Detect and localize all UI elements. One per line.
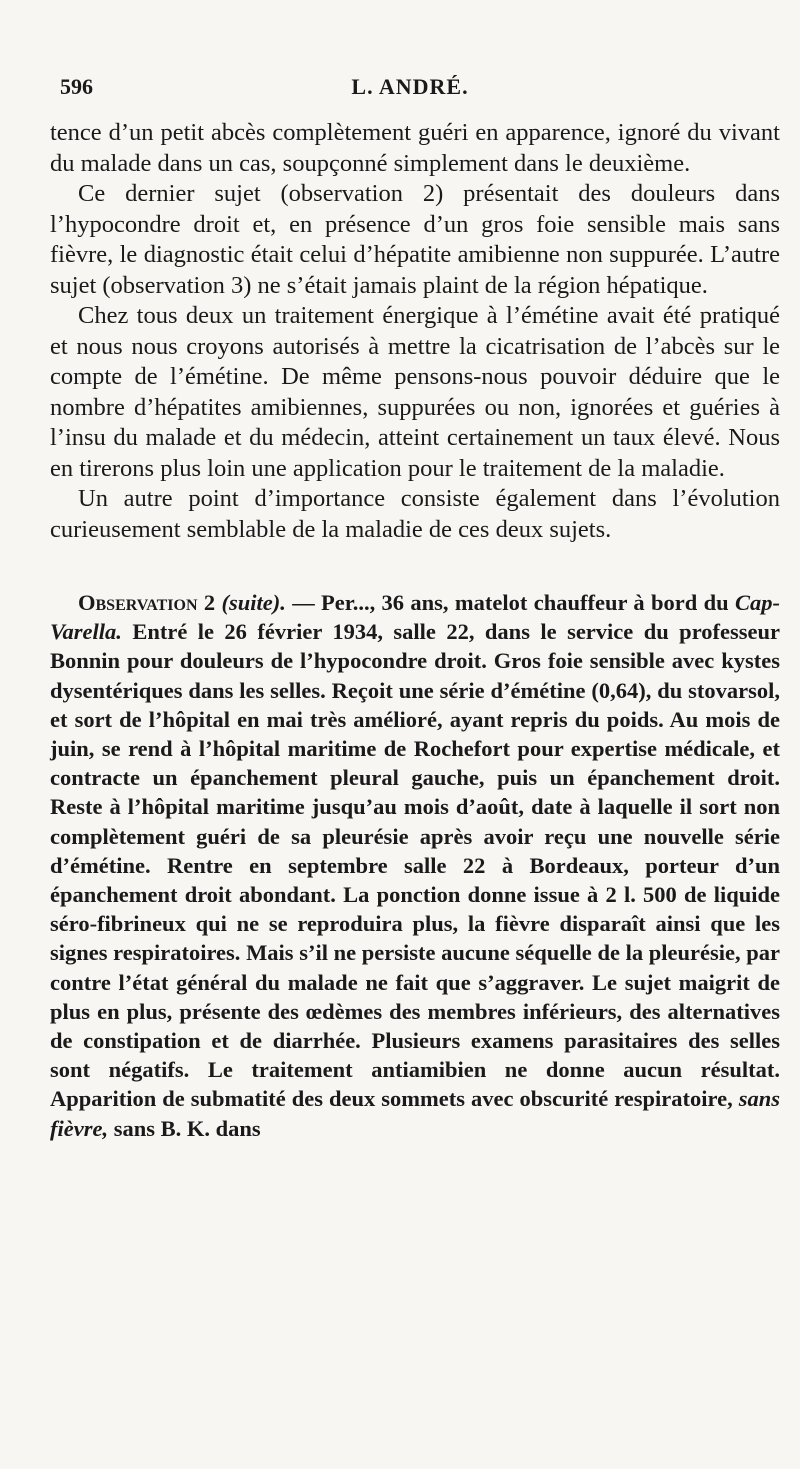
running-head bbox=[60, 74, 760, 104]
paragraph-2: Ce dernier sujet (observation 2) présentait des douleurs dans l’hypocondre droit et, en présence d’un gros foie sensible mais sans fièvre, le diagnostic était celui d’hépatite amibienne non suppurée. L’autre sujet (observation 3) ne s’était jamais plaint de la région hépatique. bbox=[50, 180, 780, 299]
observation-emphasis: sans fièvre, bbox=[50, 1086, 780, 1141]
observation-text-a: Entré le 26 février 1934, salle 22, dans le service du professeur Bonnin pour douleurs de l’hypocondre droit. Gros foie sensible avec kystes dysentériques dans les selles. Reçoit une série d’émétine (0,64), du stovarsol, et sort de l’hôpital en mai très amélioré, ayant repris du poids. Au mois de juin, se rend à l’hôpital maritime de Rochefort pour expertise médicale, et contracte un épanchement pleural gauche, puis un épanchement droit. Reste à l’hôpital maritime jusqu’au mois d’août, date à laquelle il sort non complètement guéri de sa pleurésie après avoir reçu une nouvelle série d’émétine. Rentre en septembre salle 22 à Bordeaux, porteur d’un épanchement droit abondant. La ponction donne issue à 2 l. 500 de liquide séro-fibrineux qui ne se reproduira plus, la fièvre disparaît ainsi que les signes respiratoires. Mais s’il ne persiste aucune séquelle de la pleurésie, par contre l’état général du malade ne fait que s’aggraver. Le sujet maigrit de plus en plus, présente des œdèmes des membres inférieurs, des alternatives de constipation et de diarrhée. Plusieurs examens parasitaires des selles sont négatifs. Le traitement antiamibien ne donne aucun résultat. Apparition de submatité des deux sommets avec obscurité respiratoire, bbox=[50, 619, 780, 1112]
observation-text-b: sans B. K. dans bbox=[108, 1115, 261, 1141]
paragraph-1: tence d’un petit abcès complètement guéri en apparence, ignoré du vivant du malade dans un cas, soupçonné simplement dans le deuxième. bbox=[50, 119, 780, 177]
observation-block bbox=[50, 588, 780, 1143]
observation-suite: (suite). bbox=[221, 590, 286, 615]
observation-number: 2 bbox=[203, 590, 216, 615]
body-text bbox=[50, 118, 780, 1165]
observation-intro: — Per..., 36 ans, matelot chauffeur à bord du bbox=[285, 590, 736, 615]
paragraph-3: Chez tous deux un traitement énergique à l’émétine avait été pratiqué et nous nous croyons autorisés à mettre la cicatrisation de l’abcès sur le compte de l’émétine. De même pensons-nous pouvoir déduire que le nombre d’hépatites amibiennes, suppurées ou non, ignorées et guéries à l’insu du malade et du médecin, atteint certainement un taux élevé. Nous en tirerons plus loin une application pour le traitement de la maladie. bbox=[50, 302, 780, 482]
observation-heading: Observation bbox=[78, 590, 198, 615]
author-name: L. ANDRÉ. bbox=[351, 74, 469, 99]
ship-name: Cap-Varella. bbox=[50, 590, 781, 645]
paragraph-4: Un autre point d’importance consiste également dans l’évolution curieusement semblable de la maladie de ces deux sujets. bbox=[50, 485, 780, 543]
page-number: 596 bbox=[60, 74, 93, 99]
